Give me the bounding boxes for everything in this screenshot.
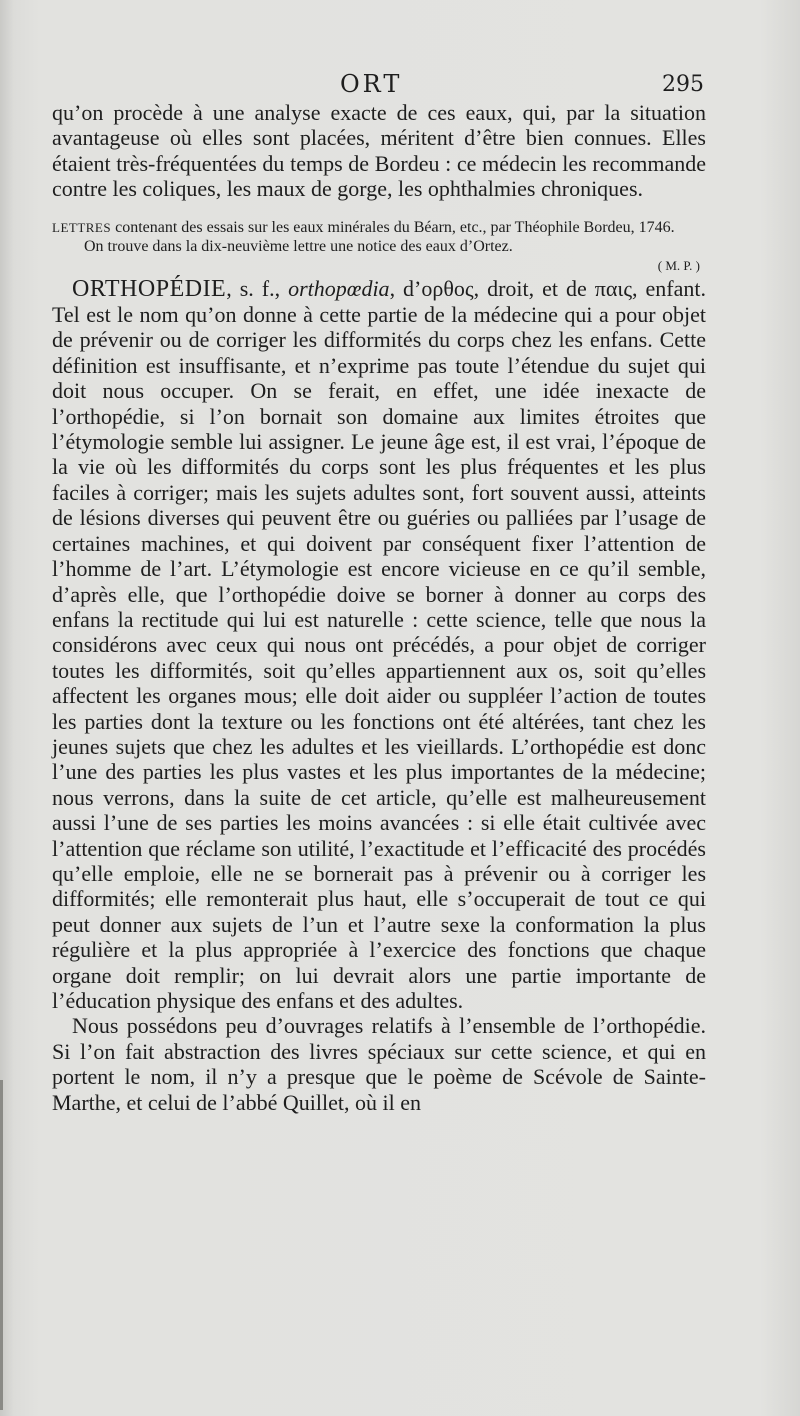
- article-paragraph-1: [52, 276, 706, 1014]
- article-paragraph-2: Nous possédons peu d’ouvrages relatifs à l’ensemble de l’orthopédie. Si l’on fait abstraction des livres spéciaux sur cette science, et qui en portent le nom, il n’y a presque que le poème de Scévole de Sainte-Marthe, et celui de l’abbé Quillet, où il en: [52, 1013, 706, 1115]
- body-text: [52, 100, 706, 1115]
- article-grammar: , s. f.,: [226, 275, 289, 301]
- page-number: 295: [662, 72, 704, 97]
- page-header: [0, 70, 800, 102]
- bibliography: [52, 218, 706, 276]
- reference-label: LETTRES: [52, 219, 112, 235]
- binding-edge: [0, 1080, 3, 1410]
- article-etymology: , d’ορθος, droit, et de παις, enfant.: [389, 275, 707, 301]
- running-title: ORT: [340, 70, 403, 98]
- reference-text: contenant des essais sur les eaux minérales du Béarn, etc., par Théophile Bordeu, 1746.: [111, 218, 675, 236]
- article-headword: ORTHOPÉDIE: [72, 275, 227, 302]
- intro-paragraph: qu’on procède à une analyse exacte de ces eaux, qui, par la situation avantageuse où elles sont placées, méritent d’être bien connues. Elles étaient très-fréquentées du temps de Bordeu : ce médecin les recommande contre les coliques, les maux de gorge, les ophthalmies chroniques.: [52, 100, 706, 202]
- article-paragraph-1-text: Tel est le nom qu’on donne à cette partie de la médecine qui a pour objet de prévenir ou de corriger les difformités du corps chez les enfans. Cette définition est insuffisante, et n’exprime pas toute l’étendue du sujet qui doit nous occuper. On se ferait, en effet, une idée inexacte de l’orthopédie, si l’on bornait son domaine aux limites étroites que l’étymologie semble lui assigner. Le jeune âge est, il est vrai, l’époque de la vie où les difformités du corps sont les plus fréquentes et les plus faciles à corriger; mais les sujets adultes sont, fort souvent aussi, atteints de lésions diverses qui peuvent être ou guéries ou palliées par l’usage de certaines machines, et qui doivent par conséquent fixer l’attention de l’homme de l’art. L’étymologie est encore vicieuse en ce qu’il semble, d’après elle, que l’orthopédie doive se borner à donner au corps des enfans la rectitude qui lui est naturelle : cette science, telle que nous la considérons avec ceux qui nous ont précédés, a pour objet de corriger toutes les difformités, soit qu’elles appartiennent aux os, soit qu’elles affectent les organes mous; elle doit aider ou suppléer l’action de toutes les parties dont la texture ou les fonctions ont été altérées, tant chez les jeunes sujets que chez les adultes et les vieillards. L’orthopédie est donc l’une des parties les plus vastes et les plus importantes de la médecine; nous verrons, dans la suite de cet article, qu’elle est malheureusement aussi l’une de ses parties les moins avancées : si elle était cultivée avec l’attention que réclame son utilité, l’exactitude et l’efficacité des procédés qu’elle emploie, elle ne se bornerait pas à prévenir ou à corriger les difformités; elle remonterait plus haut, elle s’occuperait de tout ce qui peut donner aux sujets de l’un et l’autre sexe la conformation la plus régulière et la plus appropriée à l’exercice des fonctions que chaque organe doit remplir; on lui devrait alors une partie importante de l’éducation physique des enfans et des adultes.: [52, 302, 706, 1013]
- author-signature: ( M. P. ): [657, 257, 700, 273]
- article-latin: orthopœdia: [288, 275, 390, 301]
- reference-entry: [52, 218, 706, 237]
- reference-note: On trouve dans la dix-neuvième lettre une notice des eaux d’Ortez.: [84, 237, 513, 255]
